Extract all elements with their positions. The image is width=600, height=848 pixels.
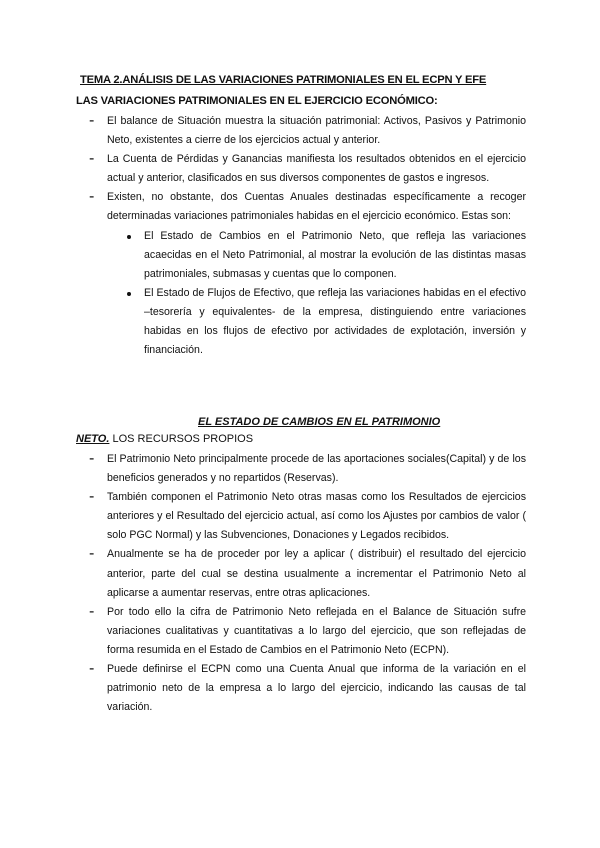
document-title: TEMA 2.ANÁLISIS DE LAS VARIACIONES PATRIMONIALES EN EL ECPN Y EFE <box>80 74 487 86</box>
paragraph: El Estado de Cambios en el Patrimonio Neto, que refleja las variaciones acaecidas en el Neto Patrimonial, al mostrar la evolución de las distintas masas patrimoniales, submasas y cuentas que lo componen. <box>144 229 526 280</box>
list-item <box>0 150 600 188</box>
section2-heading-line2 <box>76 433 253 445</box>
section1-list <box>0 112 600 360</box>
list-item <box>0 660 600 717</box>
section-subtitle: LAS VARIACIONES PATRIMONIALES EN EL EJERCICIO ECONÓMICO: <box>76 95 438 107</box>
section2-heading-rest: LOS RECURSOS PROPIOS <box>109 433 254 445</box>
paragraph: El Estado de Flujos de Efectivo, que refleja las variaciones habidas en el efectivo –tesorería y equivalentes- de la empresa, distinguiendo entre variaciones habidas en los flujos de efectivo por actividades de explotación, inversión y financiación. <box>144 286 526 357</box>
paragraph: - Puede definirse el ECPN como una Cuenta Anual que informa de la variación en el patrimonio neto de la empresa a lo largo del ejercicio, indicando las causas de tal variación. <box>107 663 526 714</box>
bullet-item <box>107 284 526 360</box>
paragraph: - Por todo ello la cifra de Patrimonio Neto reflejada en el Balance de Situación sufre variaciones cualitativas y cuantitativas a lo largo del ejercicio, que son reflejadas de forma resumida en el Estado de Cambios en el Patrimonio Neto (ECPN). <box>107 605 526 656</box>
list-item <box>0 450 600 488</box>
paragraph: - El Patrimonio Neto principalmente procede de las aportaciones sociales(Capital) y de los beneficios generados y no repartidos (Reservas). <box>107 453 526 485</box>
section2-list <box>0 450 600 717</box>
sub-bullet-list <box>107 227 526 361</box>
list-item <box>0 112 600 150</box>
list-item <box>0 603 600 660</box>
paragraph: - También componen el Patrimonio Neto otras masas como los Resultados de ejercicios anteriores y el Resultado del ejercicio actual, así como los Ajustes por cambios de valor ( solo PGC Normal) y las Subvenciones, Donaciones y Legados recibidos. <box>107 491 526 542</box>
section2-heading: EL ESTADO DE CAMBIOS EN EL PATRIMONIO <box>198 416 441 428</box>
paragraph: - Anualmente se ha de proceder por ley a aplicar ( distribuir) el resultado del ejercicio anterior, parte del cual se destina usualmente a incrementar el Patrimonio Neto al aplicarse a aumentar reservas, entre otras aplicaciones. <box>107 548 526 599</box>
list-item <box>0 488 600 545</box>
paragraph: - Existen, no obstante, dos Cuentas Anuales destinadas específicamente a recoger determinadas variaciones patrimoniales habidas en el ejercicio económico. Estas son: <box>107 191 526 223</box>
list-item <box>0 188 600 360</box>
list-item <box>0 545 600 602</box>
paragraph: - El balance de Situación muestra la situación patrimonial: Activos, Pasivos y Patrimonio Neto, existentes a cierre de los ejercicios actual y anterior. <box>107 115 526 147</box>
paragraph: - La Cuenta de Pérdidas y Ganancias manifiesta los resultados obtenidos en el ejercicio actual y anterior, clasificados en sus diversos componentes de gastos e ingresos. <box>107 153 526 185</box>
bullet-item <box>107 227 526 284</box>
section2-heading-neto: NETO. <box>76 433 110 445</box>
